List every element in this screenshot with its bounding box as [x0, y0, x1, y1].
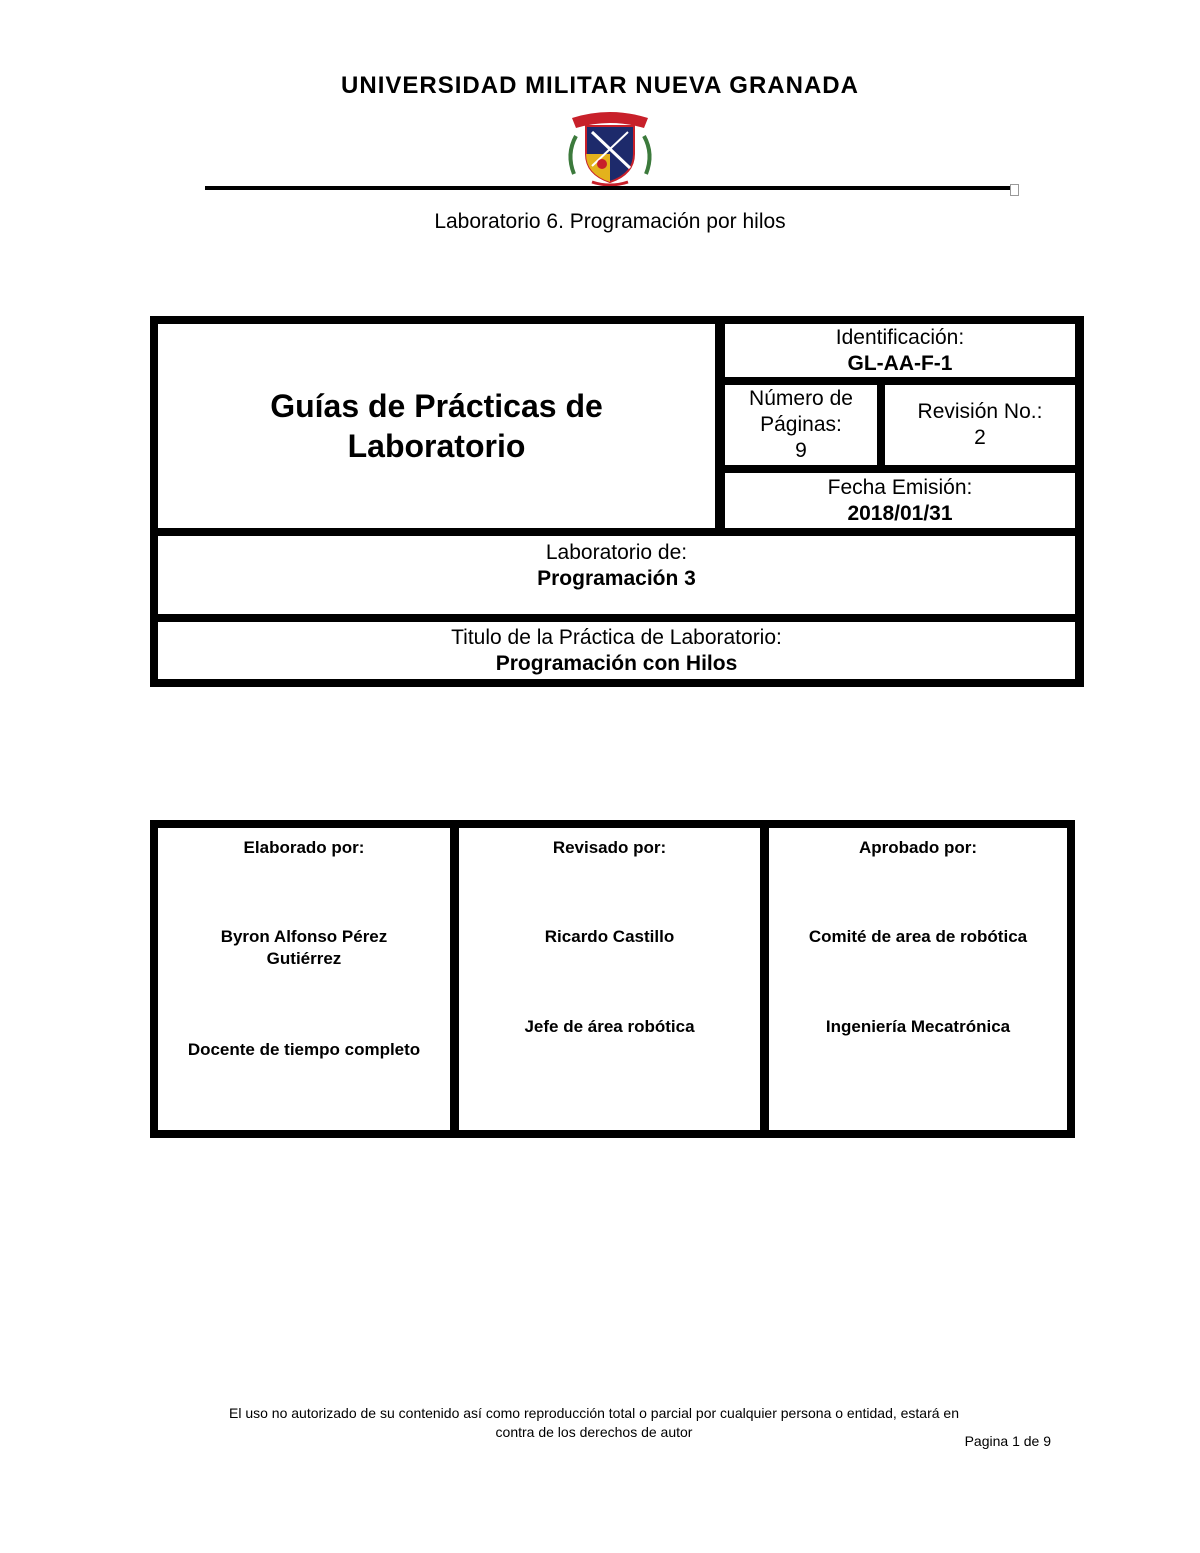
- approved-by-name: Comité de area de robótica: [808, 927, 1028, 946]
- pages-value: 9: [795, 439, 807, 462]
- identification-cell: [725, 324, 1075, 377]
- main-title-cell: [158, 324, 715, 528]
- university-crest-icon: [562, 104, 658, 188]
- form-header-table: [150, 316, 1084, 687]
- prepared-by-name-line1: Byron Alfonso Pérez: [220, 927, 388, 946]
- practice-value: Programación con Hilos: [495, 651, 738, 675]
- pages-label-line2: Páginas:: [760, 413, 842, 436]
- approval-table: [150, 820, 1075, 1138]
- identification-label: Identificación:: [835, 325, 965, 349]
- issue-date-cell: [725, 473, 1075, 528]
- practice-cell: [158, 622, 1075, 679]
- document-subtitle: Laboratorio 6. Programación por hilos: [434, 210, 786, 233]
- university-name: UNIVERSIDAD MILITAR NUEVA GRANADA: [341, 72, 859, 99]
- revision-cell: [885, 385, 1075, 465]
- main-title-line1: Guías de Prácticas de: [270, 388, 603, 424]
- lab-value: Programación 3: [537, 567, 696, 590]
- prepared-by-cell: [158, 828, 450, 1130]
- lab-cell: [158, 536, 1075, 614]
- reviewed-by-header: Revisado por:: [552, 838, 667, 857]
- revision-value: 2: [974, 426, 986, 449]
- issue-date-value: 2018/01/31: [847, 501, 953, 525]
- prepared-by-name-line2: Gutiérrez: [266, 949, 342, 968]
- issue-date-label: Fecha Emisión:: [827, 475, 973, 499]
- rule-end-marker: [1010, 184, 1019, 196]
- copyright-notice-line2: contra de los derechos de autor: [495, 1424, 693, 1440]
- main-title-line2: Laboratorio: [347, 428, 526, 464]
- reviewed-by-name: Ricardo Castillo: [544, 927, 675, 946]
- approved-by-cell: [769, 828, 1067, 1130]
- page-number: Pagina 1 de 9: [964, 1433, 1051, 1449]
- approved-by-role: Ingeniería Mecatrónica: [825, 1017, 1011, 1036]
- practice-label: Titulo de la Práctica de Laboratorio:: [451, 625, 782, 649]
- copyright-notice-line1: El uso no autorizado de su contenido así como reproducción total o parcial por cualquier persona o entidad, estará en: [228, 1405, 960, 1421]
- prepared-by-role: Docente de tiempo completo: [187, 1040, 421, 1059]
- header-rule: [205, 186, 1011, 190]
- pages-cell: [725, 385, 877, 465]
- prepared-by-header: Elaborado por:: [243, 838, 365, 857]
- pages-label-line1: Número de: [749, 387, 853, 410]
- lab-label: Laboratorio de:: [545, 541, 688, 564]
- approved-by-header: Aprobado por:: [858, 838, 978, 857]
- revision-label: Revisión No.:: [917, 400, 1043, 423]
- identification-value: GL-AA-F-1: [847, 351, 953, 375]
- reviewed-by-cell: [459, 828, 760, 1130]
- reviewed-by-role: Jefe de área robótica: [524, 1017, 695, 1036]
